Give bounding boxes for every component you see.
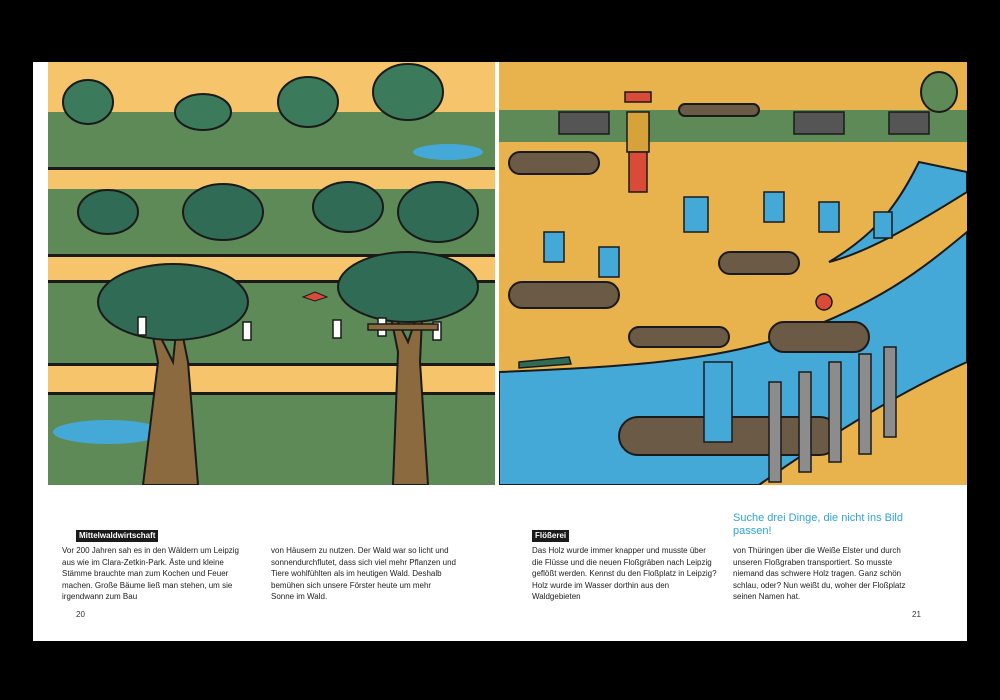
rafting-illustration [499, 62, 967, 485]
page-number-right: 21 [912, 610, 921, 619]
search-prompt: Suche drei Dinge, die nicht ins Bild passen! [733, 512, 903, 537]
rafting-scene [499, 62, 967, 485]
page-number-left: 20 [76, 610, 85, 619]
body-text-left-col2: von Häusern zu nutzen. Der Wald war so licht und sonnendurchflutet, dass sich viel mehr Pflanzen und Tiere wohlfühlten als im heutigen Wald. Deshalb bemühen sich unsere Förster heute um mehr Sonne im Wald. [271, 546, 456, 601]
left-page [33, 62, 499, 641]
section-heading-left: Mittelwaldwirtschaft [76, 530, 158, 542]
section-heading-right: Flößerei [532, 530, 569, 542]
right-page [499, 62, 967, 641]
body-text-left-col1: Vor 200 Jahren sah es in den Wäldern um Leipzig aus wie im Clara-Zetkin-Park. Äste und kleine Stämme brauchte man zum Kochen und Feuer machen. Große Bäume ließ man stehen, um sie irgendwann zum Bau [62, 546, 239, 601]
forest-illustration [48, 62, 495, 485]
body-text-right-col1: Das Holz wurde immer knapper und musste über die Flüsse und die neuen Floßgräben nach Leipzig geflößt werden. Kennst du den Floßplatz in Leipzig? Holz wurde im Wasser dorthin aus den Waldgebieten [532, 546, 717, 601]
body-text-right-col2: von Thüringen über die Weiße Elster und durch unseren Floßgraben transportiert. So musste niemand das schwere Holz tragen. Ganz schön schlau, oder? Nun weißt du, woher der Floßplatz seinen Namen hat. [733, 546, 906, 601]
forest-scene [48, 62, 495, 485]
